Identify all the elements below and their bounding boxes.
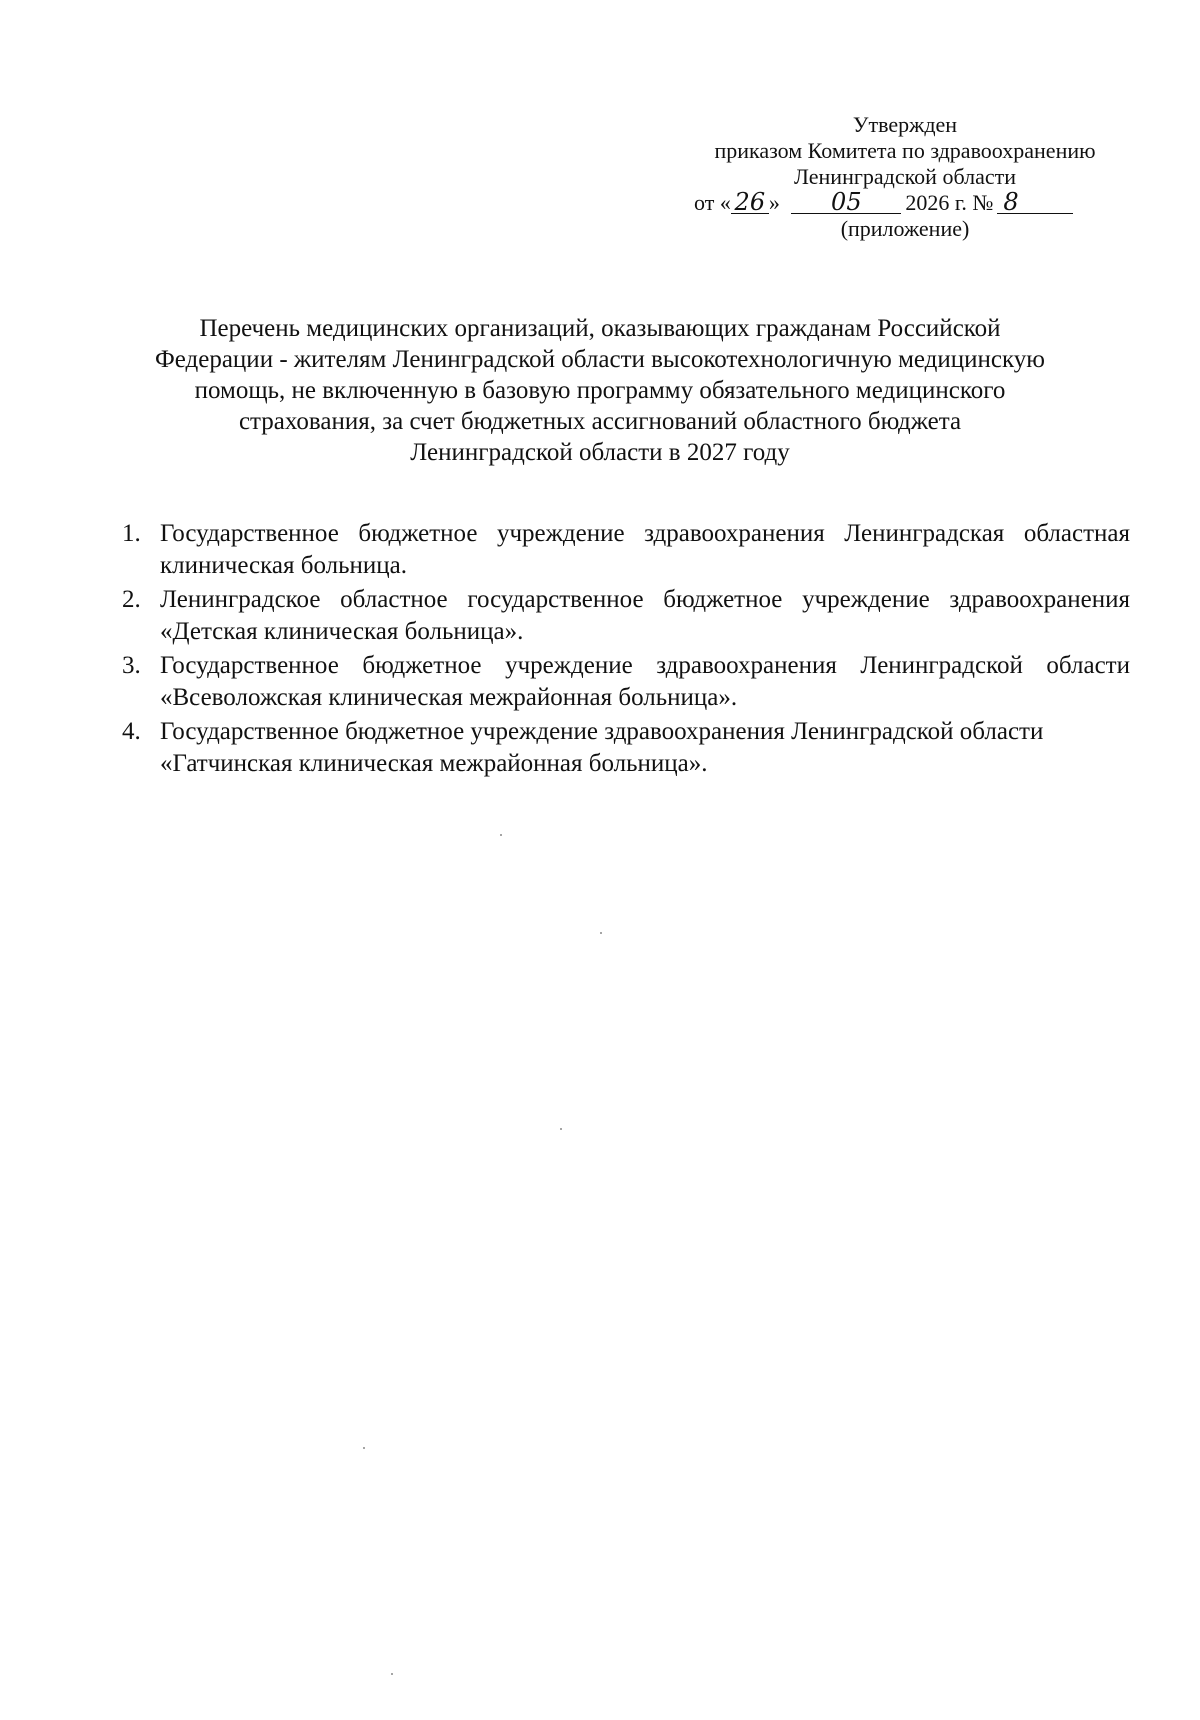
list-item — [122, 584, 1130, 648]
approval-authority: приказом Комитета по здравоохранению — [714, 138, 1096, 163]
date-quote-close: » — [768, 190, 780, 215]
title-line: Ленинградской области в 2027 году — [410, 439, 790, 466]
scan-speck — [500, 834, 502, 836]
list-item-text: Ленинградское областное государственное бюджетное учреждение здравоохранения «Детская клиническая больница». — [160, 586, 1130, 645]
list-item-text: Государственное бюджетное учреждение здравоохранения Ленинградской области «Гатчинская клиническая межрайонная больница». — [160, 718, 1044, 777]
title-line: Федерации - жителям Ленинградской области высокотехнологичную медицинскую — [155, 346, 1045, 373]
title-line: помощь, не включенную в базовую программу обязательного медицинского — [194, 377, 1006, 404]
scan-speck — [600, 932, 602, 934]
list-item-number: 1. — [122, 520, 141, 547]
title-line: Перечень медицинских организаций, оказывающих гражданам Российской — [199, 315, 1001, 342]
list-item — [122, 716, 1130, 780]
handwritten-order-number: 8 — [997, 191, 1073, 214]
approval-block — [680, 112, 1130, 242]
list-item-text: Государственное бюджетное учреждение здравоохранения Ленинградской области «Всеволожская клиническая межрайонная больница». — [160, 652, 1130, 711]
date-prefix: от « — [694, 190, 731, 215]
scan-speck — [560, 1128, 562, 1130]
document-title — [60, 313, 1140, 468]
scan-speck — [363, 1447, 365, 1449]
handwritten-day: 26 — [731, 191, 769, 214]
list-item — [122, 650, 1130, 714]
title-line: страхования, за счет бюджетных ассигнований областного бюджета — [238, 408, 962, 435]
list-item — [122, 518, 1130, 582]
list-item-number: 3. — [122, 652, 141, 679]
approval-date-line — [680, 190, 1130, 216]
list-item-number: 2. — [122, 586, 141, 613]
approval-region: Ленинградской области — [794, 164, 1016, 189]
handwritten-month: 05 — [791, 191, 901, 214]
date-year: 2026 г. № — [905, 190, 994, 215]
approval-heading: Утвержден — [852, 112, 958, 137]
appendix-label: (приложение) — [840, 216, 970, 241]
scan-speck — [391, 1673, 393, 1675]
list-item-number: 4. — [122, 718, 141, 745]
list-item-text: Государственное бюджетное учреждение здравоохранения Ленинградская областная клиническая больница. — [160, 520, 1130, 579]
organization-list — [122, 518, 1130, 782]
